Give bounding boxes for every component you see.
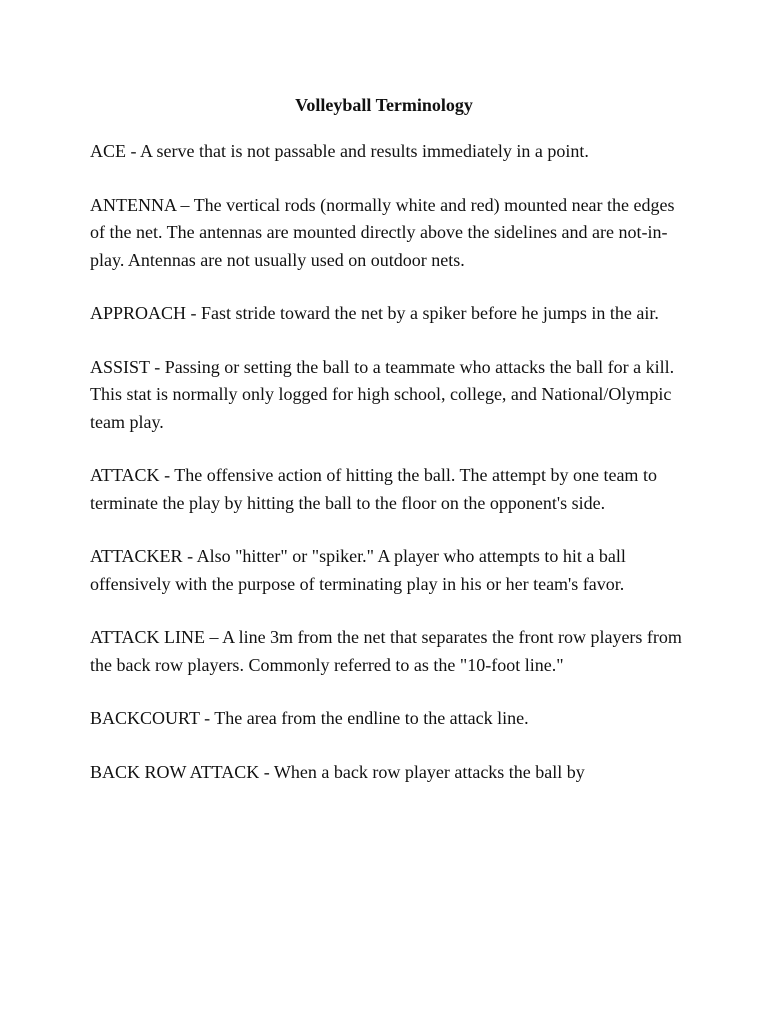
glossary-entry — [90, 624, 690, 679]
entry-definition: The vertical rods (normally white and red) mounted near the edges of the net. The antennas are mounted directly above the sidelines and are not-in-play. Antennas are not usually used on outdoor nets. — [90, 194, 675, 270]
entry-term: ATTACK — [90, 465, 160, 485]
entry-separator: - — [259, 761, 274, 782]
entry-definition: When a back row player attacks the ball by — [273, 761, 585, 782]
glossary-entry — [90, 192, 690, 275]
entry-separator: - — [186, 303, 202, 323]
entry-definition: A line 3m from the net that separates the front row players from the back row players. Commonly referred to as the "10-foot line." — [90, 627, 682, 675]
glossary-list — [90, 138, 690, 812]
glossary-entry — [90, 705, 690, 733]
entry-definition: The offensive action of hitting the ball. The attempt by one team to terminate the play by hitting the ball to the floor on the opponent's side. — [90, 465, 657, 513]
entry-separator: - — [182, 546, 197, 566]
entry-term: ATTACKER — [90, 546, 183, 566]
glossary-entry — [90, 462, 690, 517]
entry-definition: Passing or setting the ball to a teammate who attacks the ball for a kill. This stat is normally only logged for high school, college, and National/Olympic team play. — [90, 356, 675, 432]
entry-separator: - — [126, 141, 141, 161]
entry-separator: - — [149, 356, 165, 377]
glossary-entry — [90, 759, 690, 787]
entry-term: ATTACK LINE — [90, 627, 206, 647]
document-title: Volleyball Terminology — [295, 95, 473, 115]
entry-term: ANTENNA — [90, 194, 176, 215]
entry-definition: Also "hitter" or "spiker." A player who attempts to hit a ball offensively with the purpose of terminating play in his or her team's favor. — [90, 546, 626, 594]
entry-term: BACKCOURT — [90, 708, 200, 728]
entry-definition: A serve that is not passable and results immediately in a point. — [140, 141, 589, 161]
entry-definition: The area from the endline to the attack line. — [214, 708, 529, 728]
glossary-entry — [90, 300, 690, 328]
glossary-entry — [90, 543, 690, 598]
entry-term: ACE — [90, 141, 126, 161]
entry-term: ASSIST — [90, 356, 150, 377]
glossary-entry — [90, 138, 690, 166]
entry-term: APPROACH — [90, 303, 187, 323]
glossary-entry — [90, 354, 690, 437]
entry-separator: - — [159, 465, 175, 485]
entry-definition: Fast stride toward the net by a spiker before he jumps in the air. — [201, 303, 659, 323]
entry-separator: – — [176, 194, 194, 215]
entry-separator: – — [205, 627, 223, 647]
entry-term: BACK ROW ATTACK — [90, 761, 260, 782]
entry-separator: - — [199, 708, 215, 728]
